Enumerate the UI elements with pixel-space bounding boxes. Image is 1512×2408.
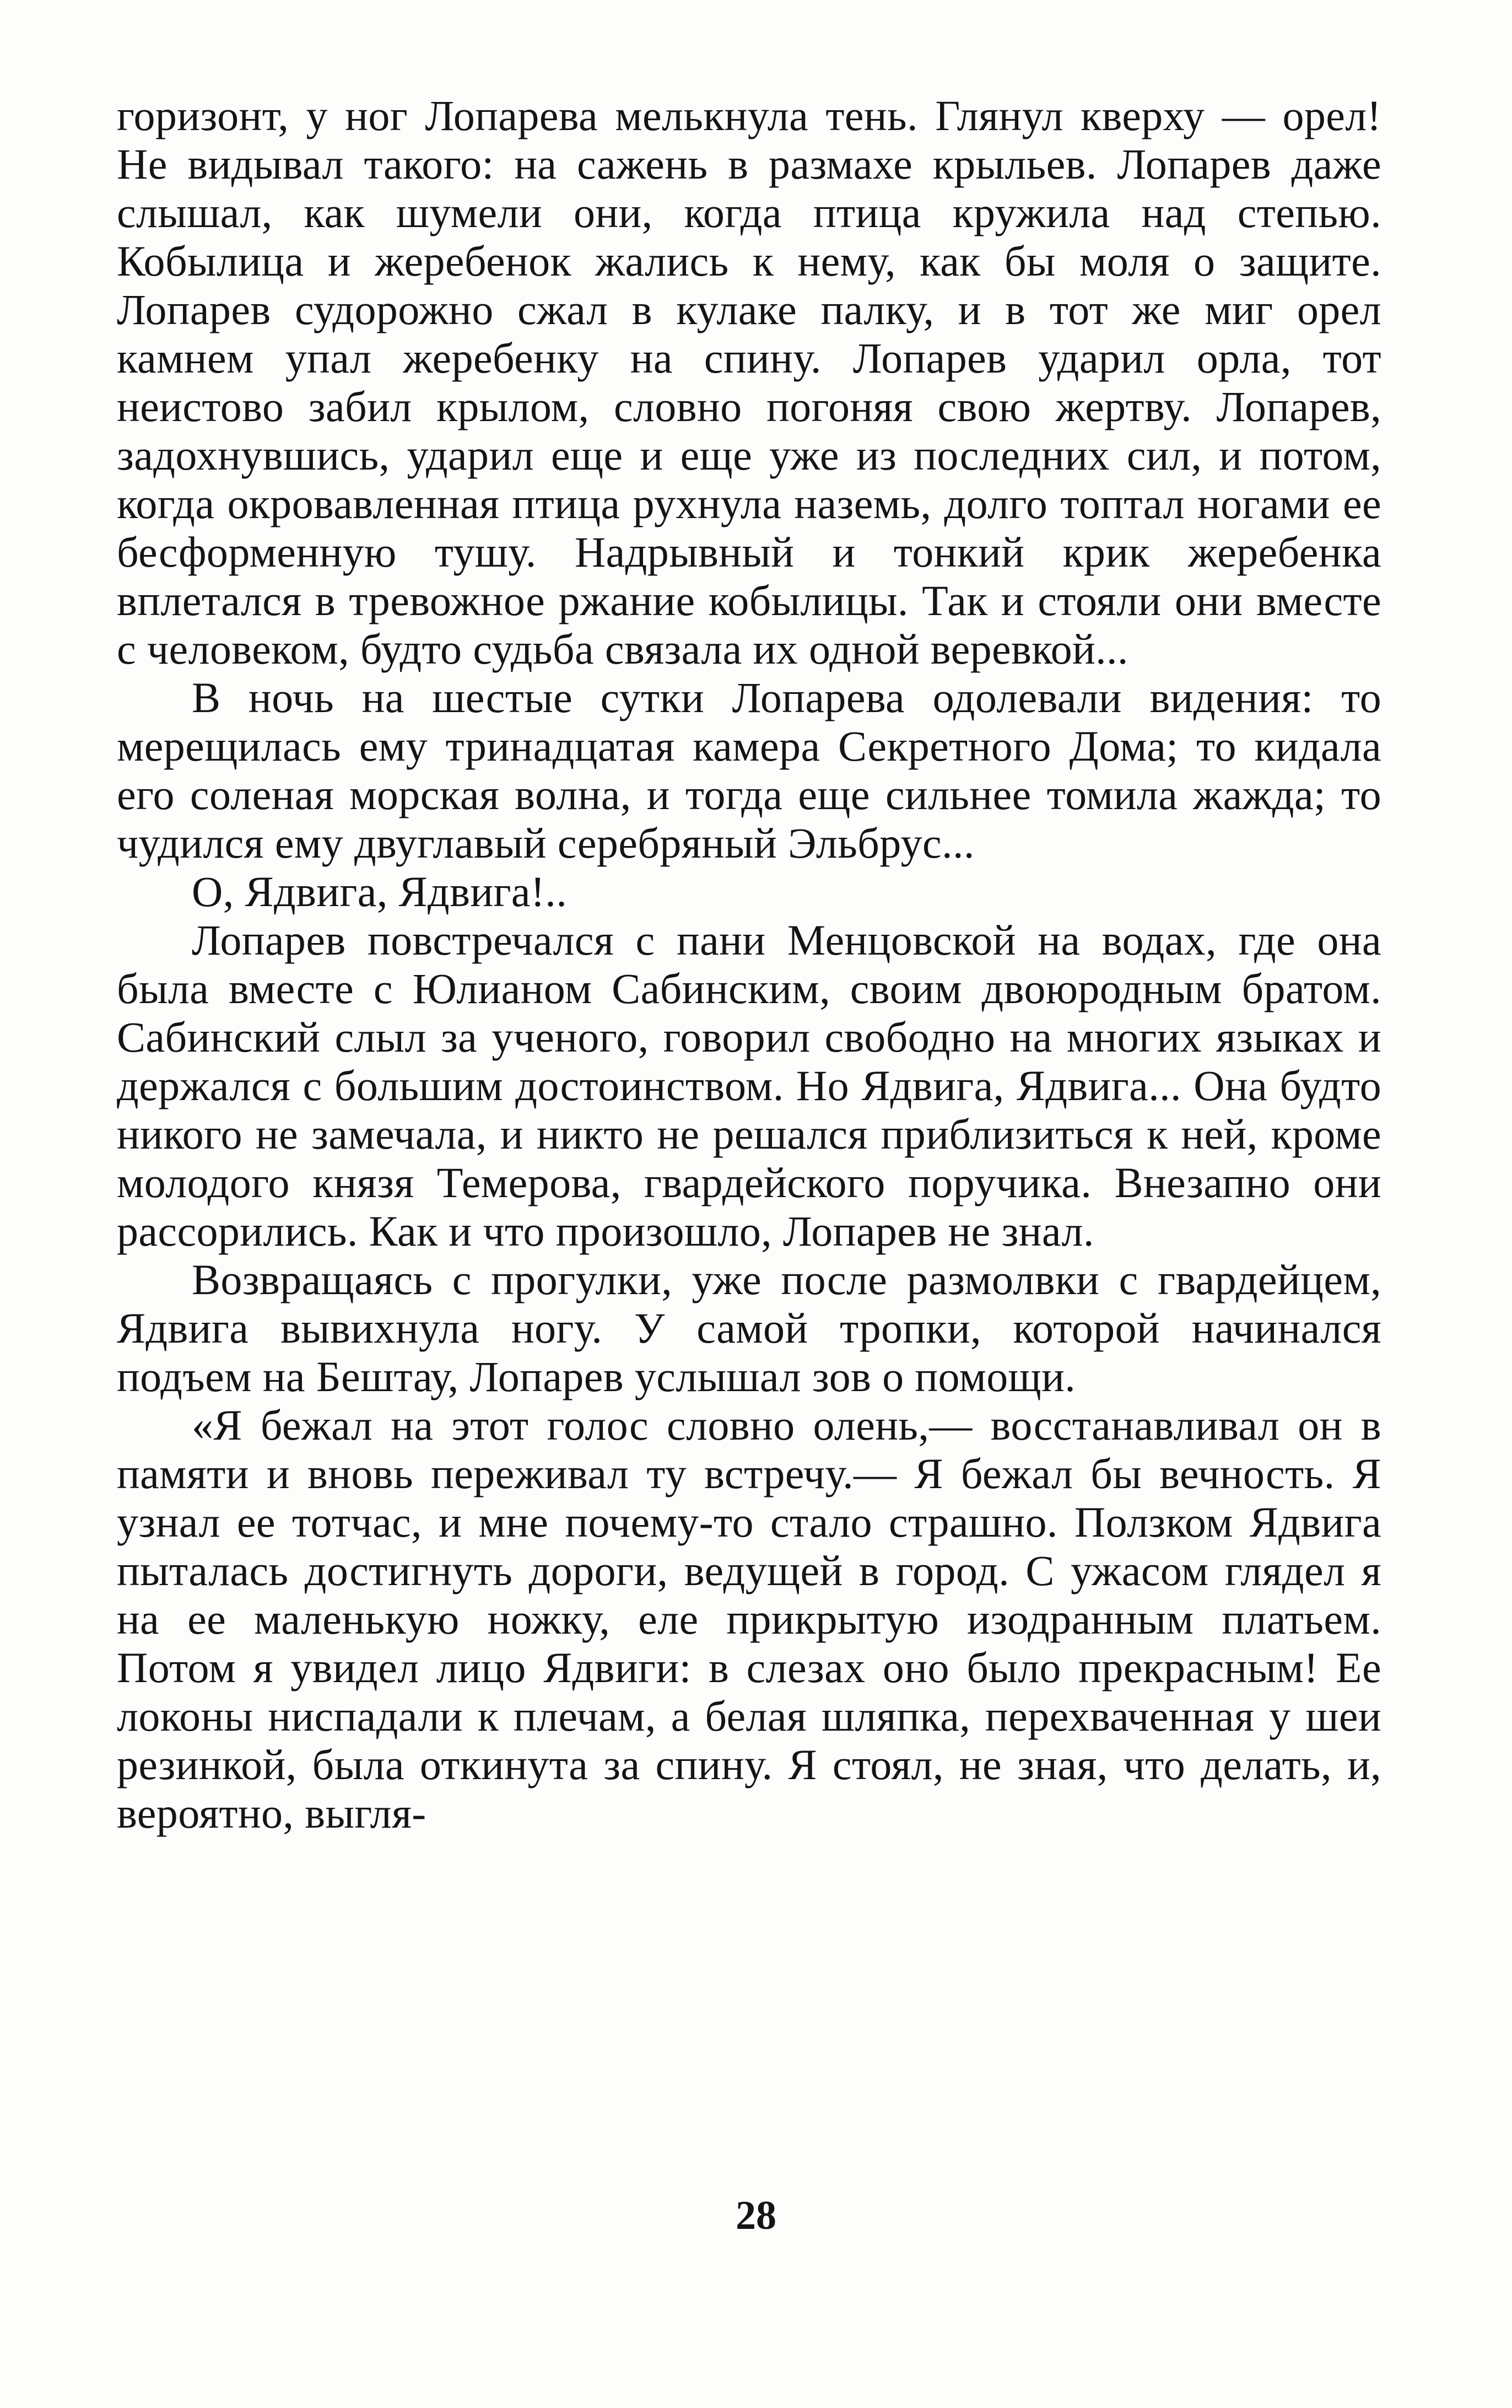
body-text	[117, 91, 1381, 1838]
paragraph-4: Лопарев повстречался с пани Менцовской на водах, где она была вместе с Юлианом Сабинским, своим двоюродным братом. Сабинский слыл за ученого, говорил свободно на многих языках и держался с большим достоинством. Но Ядвига, Ядвига... Она будто никого не замечала, и никто не решался приблизиться к ней, кроме молодого князя Темерова, гвардейского поручика. Внезапно они рассорились. Как и что произошло, Лопарев не знал.	[117, 916, 1381, 1255]
page-number: 28	[736, 2193, 776, 2238]
paragraph-5: Возвращаясь с прогулки, уже после размолвки с гвардейцем, Ядвига вывихнула ногу. У самой тропки, которой начинался подъем на Бештау, Лопарев услышал зов о помощи.	[117, 1256, 1381, 1400]
paragraph-3: О, Ядвига, Ядвига!..	[192, 868, 568, 915]
paragraph-6: «Я бежал на этот голос словно олень,— восстанавливал он в памяти и вновь переживал ту встречу.— Я бежал бы вечность. Я узнал ее тотчас, и мне почему-то стало страшно. Ползком Ядвига пыталась достигнуть дороги, ведущей в город. С ужасом глядел я на ее маленькую ножку, еле прикрытую изодранным платьем. Потом я увидел лицо Ядвиги: в слезах оно было прекрасным! Ее локоны ниспадали к плечам, а белая шляпка, перехваченная у шеи резинкой, была откинута за спину. Я стоял, не зная, что делать, и, вероятно, выгля-	[117, 1401, 1381, 1837]
paragraph-2: В ночь на шестые сутки Лопарева одолевали видения: то мерещилась ему тринадцатая камера Секретного Дома; то кидала его соленая морская волна, и тогда еще сильнее томила жажда; то чудился ему двуглавый серебряный Эльбрус...	[117, 674, 1381, 867]
paragraph-1: горизонт, у ног Лопарева мелькнула тень. Глянул кверху — орел! Не видывал такого: на сажень в размахе крыльев. Лопарев даже слышал, как шумели они, когда птица кружила над степью. Кобылица и жеребенок жались к нему, как бы моля о защите. Лопарев судорожно сжал в кулаке палку, и в тот же миг орел камнем упал жеребенку на спину. Лопарев ударил орла, тот неистово забил крылом, словно погоняя свою жертву. Лопарев, задохнувшись, ударил еще и еще уже из последних сил, и потом, когда окровавленная птица рухнула наземь, долго топтал ногами ее бесформенную тушу. Надрывный и тонкий крик жеребенка вплетался в тревожное ржание кобылицы. Так и стояли они вместе с человеком, будто судьба связала их одной веревкой...	[117, 91, 1381, 673]
